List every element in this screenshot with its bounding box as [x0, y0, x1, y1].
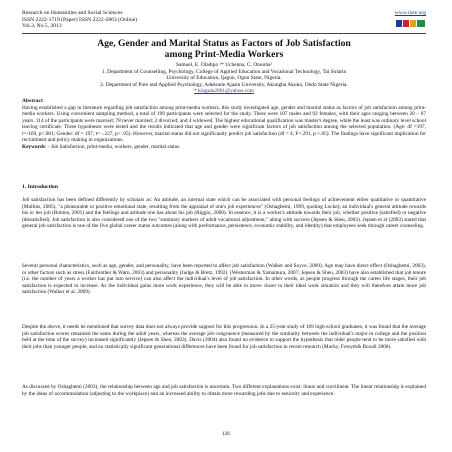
intro-paragraph-1-text: Job satisfaction has been defined differently by scholars as: An attitude, an internal state which can be associated with personal feelings of achievement either qualitative or quantitative (Mullins, 2005), "a pleasurable or positive emotional state, resulting from the appraisal of one's job experiences" (Oshagbemi, 1999, quoting Locke); an individual's general attitude towards his or her job (Robins, 2001) and the feelings and attitude one has about his job (Riggio, 2000). In essence, it is a worker's attitude towards their job, whether positive (satisfied) or negative (dissatisfied). Job satisfaction is also considered one of the two "summary markers of adult vocational adjustment," along with success (Jepsen & Sheu, 2003). Jepsen et al (2003) stated that general job satisfaction is one of the five global career status outcomes (along with performance, persistence, economic stability, and identity) that employees seek through career counseling. — [22, 197, 426, 230]
intro-paragraph-1 — [22, 197, 426, 230]
intro-paragraph-4-text: As discussed by Oshagbemi (2003), the relationship between age and job satisfaction is uncertain. Two different explanations exist: linear and curvilinear. The linear relationship is explained by the ideas of accommodation (adjusting to the workplace) and an increased ability to obtain more rewarding jobs due to seniority and experience. — [22, 384, 426, 397]
page-number: 126 — [222, 431, 230, 437]
paper-title — [22, 39, 426, 60]
abstract-text: Having established a gap in literature regarding job satisfaction among print-media workers, this study investigated age, gender and marital status as factors of job satisfaction among print-media workers. Using convenient sampling method, a total of 199 participants were selected for the study. There were 107 males and 92 females, with their ages ranging between 20 – 67 years. 114 of the participants were married; 78 never married; 2 divorced; and 4 widowed. The highest educational qualification was master's degree, while the least was ordinary level school leaving certificate. Three hypotheses were tested and the results indicated that age and gender were significant factors of job satisfaction among the selected population. (Age: df =197, t=-169, p<.001; Gender: df = 197, t= -.227, p< .05). However, marital status did not significantly predict job satisfaction (df = 4, F=.291, p >.05). The findings have significant implication for recruitment and policy making in organizations. — [22, 104, 426, 144]
affiliation-2: 2. Department of Pure and Applied Psychology, Adekunle Ajasin University, Akungba Akoko, Ondo State Nigeria. — [100, 81, 348, 88]
introduction-heading-block — [22, 184, 426, 191]
journal-name: Research on Humanities and Social Sciences — [22, 10, 123, 16]
author-names: Samuel, E. Oladipo ¹* Uchenna, C. Onuoha² — [175, 62, 273, 68]
title-line-1: Age, Gender and Marital Status as Factors of Job Satisfaction — [97, 38, 351, 49]
intro-paragraph-4 — [22, 384, 426, 397]
affiliation-1-cont: University of Education, Ijagun, Ogun State, Nigeria. — [166, 75, 282, 82]
title-line-2: among Print-Media Workers — [164, 48, 284, 60]
keywords-label: Keywords — [22, 143, 45, 150]
intro-paragraph-3-text: Despite the above, it needs be mentioned that survey data does not always provide support for this progression. In a 25-year study of 169 high-school graduates, it was found that the average job satisfaction scores remained the same during the adult years, whereas the average job congruence (measured by the similarity between the individual's major in college and the position held at the time of the survey) increased significantly (Jepsen & Sheu, 2003). Davis (2004) also found no evidence to support the hypothesis that older people tend to be more satisfied with their jobs than younger people, and no statistically significant generational differences have been found for job satisfaction in recent research (Macky, Forsyth& Boxall 2008). — [22, 324, 426, 350]
iiste-logo-icon — [396, 17, 426, 28]
intro-paragraph-2-text: Several personal characteristics, such as age, gender, and personality, have been reported to affect job satisfaction (Walker and Soyce, 2009). Age may have direct effect (Oshagbemi, 2003), or other factors such as stress (Fairbrother & Warn, 2003) and personality (Judge & Bretz, 1992). (Westerman & Yamamura, 2007; Jepsen & Sheu, 2003) have also established that job tenure (i.e. the number of years a worker has put into service) can also affect the individual's level of job satisfaction. In other words, as people progress through the career life stages, their job satisfaction is expected to increase. As the individual gains more work experience, they will be able to move closer to their ideal work situation and they will therefore attain more job satisfaction (Walker et al. 2009). — [22, 263, 426, 296]
abstract-heading: Abstract — [22, 98, 43, 104]
journal-header — [22, 10, 137, 30]
header-rule — [22, 33, 426, 34]
introduction-heading: 1. Introduction — [22, 184, 58, 190]
website-link[interactable]: www.iiste.org — [394, 10, 426, 16]
journal-issn: ISSN 2222-1719 (Paper) ISSN 2222-2863 (Online) — [22, 16, 138, 23]
journal-header-right — [395, 10, 426, 30]
affiliation-1: 1. Department of Counselling, Psychology, College of Applied Education and Vocational Technology, Tai Solarin — [101, 68, 347, 75]
intro-paragraph-2 — [22, 263, 426, 296]
journal-volume: Vol.3, No.5, 2013 — [22, 23, 62, 30]
intro-paragraph-3 — [22, 324, 426, 350]
keywords-line — [22, 144, 426, 151]
keywords-text: : - Job Satisfaction, print-media, workers, gender, marital status — [44, 143, 180, 150]
author-block — [22, 62, 426, 95]
abstract-section — [22, 98, 426, 150]
author-email[interactable]: * kingola2001@yahoo.com — [194, 88, 254, 95]
